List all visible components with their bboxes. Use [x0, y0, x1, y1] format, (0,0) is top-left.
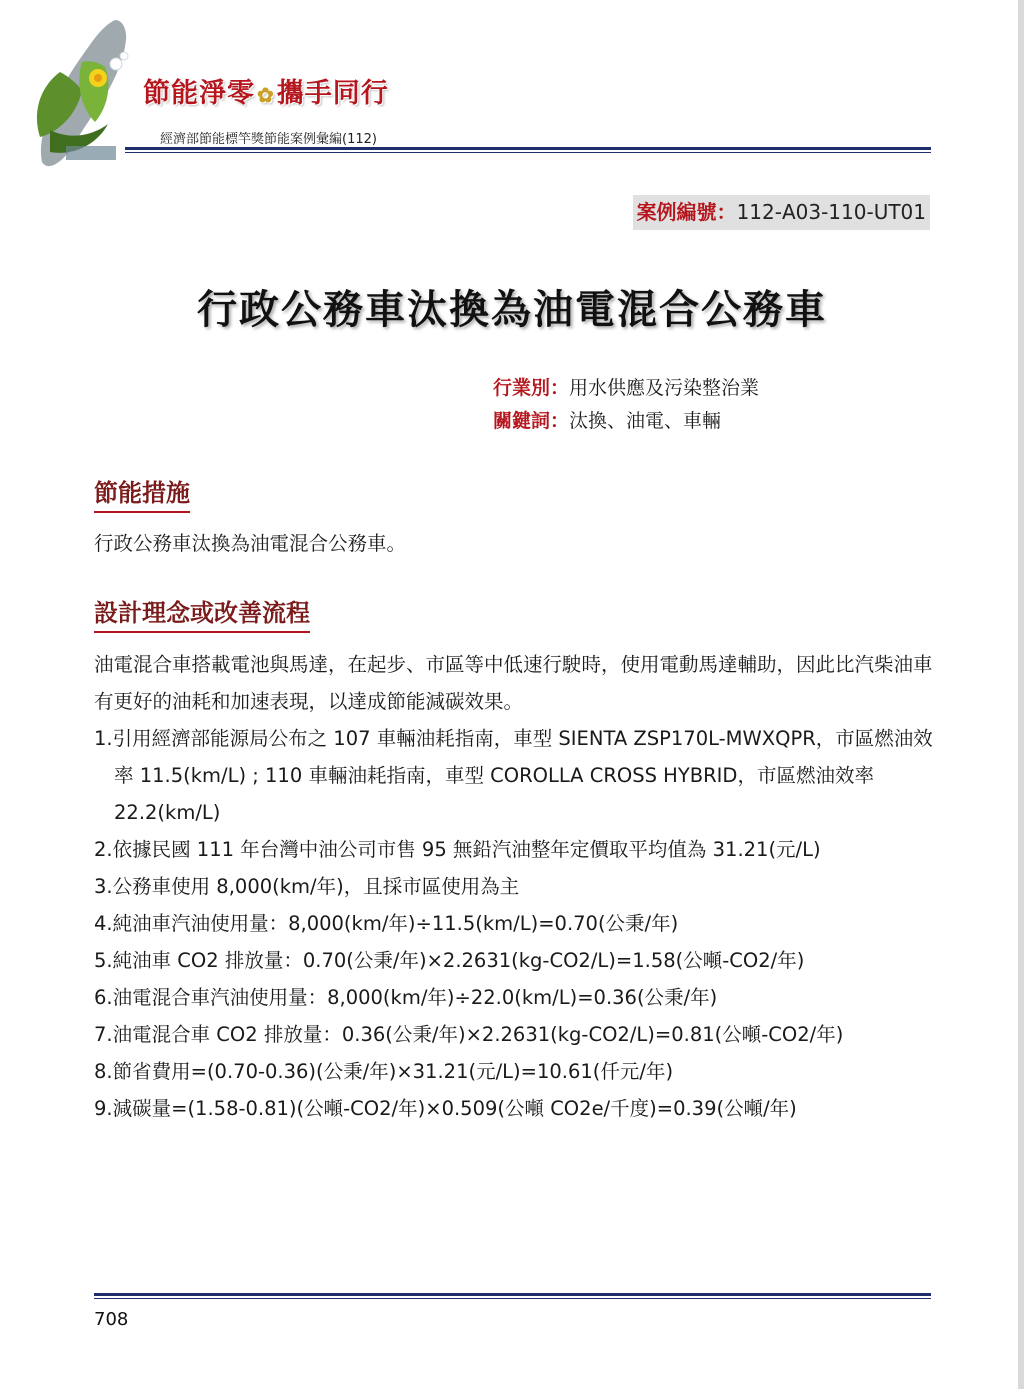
list-item: 6.油電混合車汽油使用量：8,000(km/年)÷22.0(km/L)=0.36(公秉/年) — [94, 986, 718, 1009]
industry-line — [493, 375, 759, 401]
header-divider — [125, 147, 931, 150]
page-title: 行政公務車汰換為油電混合公務車 — [197, 287, 827, 333]
page-number: 708 — [94, 1309, 129, 1330]
list-item: 9.減碳量=(1.58-0.81)(公噸-CO2/年)×0.509(公噸 CO2e/千度)=0.39(公噸/年) — [94, 1097, 797, 1120]
case-number-label: 案例編號： — [636, 200, 737, 224]
page-header — [0, 0, 1000, 190]
taiwan-leaf-logo-icon — [20, 12, 150, 182]
industry-value: 用水供應及污染整治業 — [569, 377, 760, 399]
footer-divider-thin — [94, 1298, 931, 1299]
page-edge — [1018, 0, 1024, 1389]
list-item: 3.公務車使用 8,000(km/年)，且採市區使用為主 — [94, 875, 520, 898]
header-subtitle: 經濟部節能標竿獎節能案例彙編(112) — [160, 132, 377, 147]
footer-divider — [94, 1293, 931, 1296]
measures-text: 行政公務車汰換為油電混合公務車。 — [94, 532, 407, 555]
list-item: 5.純油車 CO2 排放量：0.70(公秉/年)×2.2631(kg-CO2/L)=1.58(公噸-CO2/年) — [94, 949, 805, 972]
list-item: 2.依據民國 111 年台灣中油公司市售 95 無鉛汽油整年定價取平均值為 31.21(元/L) — [94, 838, 821, 861]
case-number-badge — [633, 195, 930, 230]
list-item: 1.引用經濟部能源局公布之 107 車輛油耗指南，車型 SIENTA ZSP170L-MWXQPR，市區燃油效率 11.5(km/L) ; 110 車輛油耗指南，車型 COROLLA CROSS HYBRID，市區燃油效率 22.2(km/L) — [94, 727, 933, 824]
list-item: 4.純油車汽油使用量：8,000(km/年)÷11.5(km/L)=0.70(公秉/年) — [94, 912, 679, 935]
list-item: 7.油電混合車 CO2 排放量：0.36(公秉/年)×2.2631(kg-CO2/L)=0.81(公噸-CO2/年) — [94, 1023, 844, 1046]
header-divider-thin — [125, 152, 931, 153]
case-number-value: 112-A03-110-UT01 — [736, 200, 926, 224]
section-heading-design: 設計理念或改善流程 — [94, 593, 310, 633]
gear-icon: ✿ — [257, 83, 275, 107]
design-intro-text: 油電混合車搭載電池與馬達，在起步、市區等中低速行駛時，使用電動馬達輔助，因此比汽柴油車有更好的油耗和加速表現，以達成節能減碳效果。 — [94, 653, 933, 713]
keywords-label: 關鍵詞： — [493, 410, 570, 432]
slogan-right: 攜手同行 — [276, 78, 389, 109]
slogan-left: 節能淨零 — [143, 78, 255, 109]
industry-label: 行業別： — [493, 377, 570, 399]
list-item: 8.節省費用=(0.70-0.36)(公秉/年)×31.21(元/L)=10.61(仟元/年) — [94, 1060, 674, 1083]
keywords-value: 汰換、油電、車輛 — [569, 410, 722, 432]
header-slogan — [143, 71, 389, 110]
keywords-line — [493, 408, 721, 434]
section-heading-measures: 節能措施 — [94, 473, 190, 513]
calculation-steps-list — [94, 720, 934, 1127]
